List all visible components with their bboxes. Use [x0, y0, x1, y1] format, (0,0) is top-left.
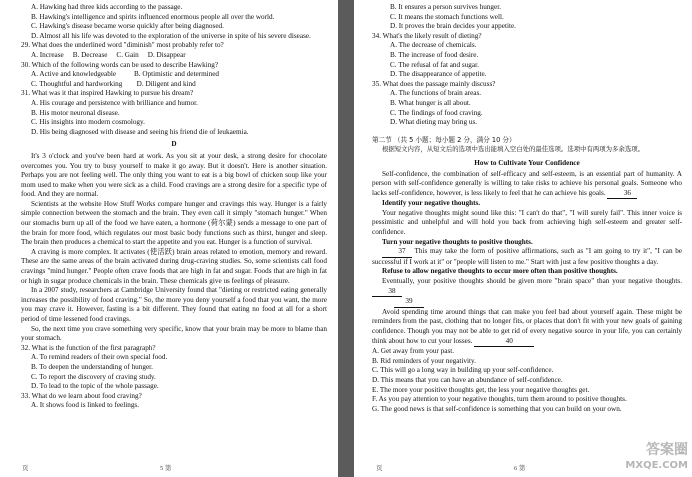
- option-line: B. His motor neuronal disease.: [31, 108, 120, 117]
- passage-paragraph: A craving is more complex. It activates (使活跃) brain areas related to emotion, memory and reward. These are the same areas of the brain activated during drug-craving studies. So, some scientists call food cravings "mind hunger." People often crave foods that are high in fat and sugar. Foods that are high in fat or high in sugar produce chemicals in the brain. These chemicals give us feelings of pleasure.: [21, 247, 327, 285]
- option-line: C. Thoughtful and hardworking D. Diligent and kind: [31, 79, 196, 88]
- question-31: 31. What was it that inspired Hawking to pursue his dream?: [21, 89, 194, 98]
- watermark-logo: [588, 443, 688, 475]
- passage-paragraph: It's 3 o'clock and you've been hard at work. As you sit at your desk, a strong desire for chocolate overcomes you. You try to busy yourself to make it go away. But it doesn't. Here is another situation. Perhaps you are not feeling well. The only thing you want to eat is a big bowl of chicken soup like your mom used to make when you were sick as a child. Food cravings are a strong desire for a specific type of food. And they are normal.: [21, 151, 327, 199]
- option-line: B. What hunger is all about.: [390, 98, 471, 107]
- passage-paragraph: [372, 308, 682, 347]
- question-30: 30. Which of the following words can be used to describe Hawking?: [21, 60, 219, 69]
- option-line: A. Hawking had three kids according to the passage.: [31, 3, 183, 11]
- option-line: D. Almost all his life was devoted to the exploration of the universe in spite of his severe disease.: [31, 31, 311, 40]
- option-line: A. It shows food is linked to feelings.: [31, 401, 140, 410]
- blank-37: 37: [382, 247, 412, 258]
- right-page-body: [372, 3, 682, 414]
- question-32: 32. What is the function of the first paragraph?: [21, 343, 156, 352]
- left-page-body: [21, 3, 327, 411]
- option-line: D. It proves the brain decides your appetite.: [390, 22, 516, 31]
- option-line: A. His courage and persistence with brilliance and humor.: [31, 98, 198, 107]
- option-line: A. Active and knowledgeable B. Optimistic and determined: [31, 70, 220, 79]
- option-line: D. The disappearance of appetite.: [390, 70, 487, 79]
- passage-paragraph: Scientists at the website How Stuff Works compare hunger and cravings this way. Hunger is a fairly simple connection between the stomach and the brain. They even call it simply "stomach hunger." When our stomachs burn up all of the food we have eaten, a hormone (荷尔蒙) sends a message to one part of the brain for more food, which regulates our most basic body functions such as thirst, hunger and sleep. The brain then produces a chemical to start the appetite and you eat. Hunger is a function of survival.: [21, 199, 327, 247]
- passage-paragraph: Your negative thoughts might sound like this: "I can't do that", "I will surely fail". This inner voice is pessimistic and unhelpful and will hold you back from achieving high self-esteem and greater self-confidence.: [372, 208, 682, 237]
- footer-page-number: 6 第: [514, 465, 526, 472]
- option-line: A. To remind readers of their own special food.: [31, 353, 168, 362]
- watermark-text: 答案圈: [646, 442, 688, 458]
- option-line: E. The more your positive thoughts get, the less your negative thoughts get.: [372, 385, 590, 394]
- passage-paragraph: [372, 277, 682, 297]
- option-line: C. This will go a long way in building up your self-confidence.: [372, 366, 554, 375]
- option-line: B. Hawking's intelligence and spirits influenced enormous people all over the world.: [31, 12, 275, 21]
- question-35: 35. What does the passage mainly discuss?: [372, 79, 496, 88]
- blank-40: 40: [474, 337, 534, 348]
- option-line: B. It ensures a person survives hunger.: [390, 3, 501, 11]
- question-34: 34. What's the likely result of dieting?: [372, 31, 482, 40]
- option-line: B. To deepen the understanding of hunger.: [31, 362, 153, 371]
- option-line: C. The refusal of fat and sugar.: [390, 60, 479, 69]
- option-line: F. As you pay attention to your negative thoughts, turn them around to positive thoughts.: [372, 395, 627, 404]
- question-33: 33. What do we learn about food craving?: [21, 391, 142, 400]
- option-line: D. To lead to the topic of the whole passage.: [31, 382, 159, 391]
- passage-paragraph: So, the next time you crave something very specific, know that your brain may be more to blame than your stomach.: [21, 324, 327, 343]
- option-line: D. What dieting may bring us.: [390, 118, 478, 127]
- right-page: [354, 0, 692, 477]
- option-line: C. To report the discovery of craving study.: [31, 372, 156, 381]
- blank-39-line: [372, 297, 682, 308]
- blank-38: 38: [372, 287, 402, 298]
- footer-page-number: 5 第: [160, 465, 172, 472]
- subheading: Refuse to allow negative thoughts to occur more often than positive thoughts.: [382, 267, 618, 276]
- question-29: 29. What does the underlined word "diminish" most probably refer to?: [21, 41, 224, 50]
- section-2-instructions: 根据短文内容，从短文后的选项中选出能填入空白处的最佳选项。选项中有两项为多余选项。: [382, 145, 645, 154]
- watermark-url: MXQE.COM: [625, 460, 688, 471]
- paragraph-text: This may take the form of positive affirmations, such as "I am going to try it", "I can be successful if I work at it" or "people will listen to me." Start with just a few positive thoughts a day.: [372, 247, 682, 266]
- paragraph-text: Eventually, your positive thoughts should be given more "brain space" than your negative thoughts.: [382, 277, 682, 286]
- option-line: A. The decrease of chemicals.: [390, 41, 477, 50]
- paragraph-text: Self-confidence, the combination of self-efficacy and self-esteem, is an essential part of humanity. A person with self-confidence generally is willing to take risks to achieve his personal goals. Someone who lacks self-confidence, however, is less likely to feel that he can achieve his goals.: [372, 169, 682, 197]
- option-line: A. Get away from your past.: [372, 347, 455, 356]
- subheading: Turn your negative thoughts to positive thoughts.: [382, 237, 533, 246]
- section-2-heading: 第二节 （共 5 小题；每小题 2 分，满分 10 分）: [372, 135, 516, 144]
- passage-paragraph: In a 2007 study, researchers at Cambridge University found that "dieting or restricted eating generally increases the possibility of food craving." So, the more you deny yourself a food that you want, the more you may crave it. However, fasting is a bit different. They found that eating no food at all for a short period of time lessened food cravings.: [21, 286, 327, 323]
- option-line: G. The good news is that self-confidence is something that you can build on your own.: [372, 404, 622, 413]
- passage-paragraph: [372, 170, 682, 200]
- left-page: [0, 0, 338, 477]
- page-footer: [0, 463, 338, 473]
- passage-title: How to Cultivate Your Confidence: [474, 158, 580, 167]
- option-line: D. His being diagnosed with disease and seeing his friend die of leukaemia.: [31, 127, 249, 136]
- blank-39: 39: [394, 297, 424, 308]
- option-line: B. The increase of food desire.: [390, 50, 479, 59]
- option-line: A. Increase B. Decrease C. Gain D. Disappear: [31, 50, 186, 59]
- option-line: C. His insights into modern cosmology.: [31, 118, 145, 127]
- footer-left: 页: [22, 465, 29, 472]
- paragraph-text: Avoid spending time around things that can make you feel bad about yourself again. These might be reminders from the past, clothing that no longer fits, or places that don't fit with your new goals of gaining confidence. Though you may not be able to get rid of every negative source in your life, you can certainly think about how to cut your losses.: [372, 307, 682, 345]
- option-line: B. Rid reminders of your negativity.: [372, 356, 476, 365]
- option-line: D. This means that you can have an abundance of self-confidence.: [372, 375, 563, 384]
- section-d-heading: D: [171, 140, 177, 149]
- passage-paragraph: [372, 247, 682, 267]
- footer-left: 页: [376, 465, 383, 472]
- option-line: A. The functions of brain areas.: [390, 89, 482, 98]
- blank-36: 36: [607, 189, 637, 200]
- subheading: Identify your negative thoughts.: [382, 199, 481, 208]
- option-line: C. The findings of food craving.: [390, 108, 483, 117]
- option-line: C. It means the stomach functions well.: [390, 12, 504, 21]
- option-line: C. Hawking's disease became worse quickly after being diagnosed.: [31, 22, 224, 31]
